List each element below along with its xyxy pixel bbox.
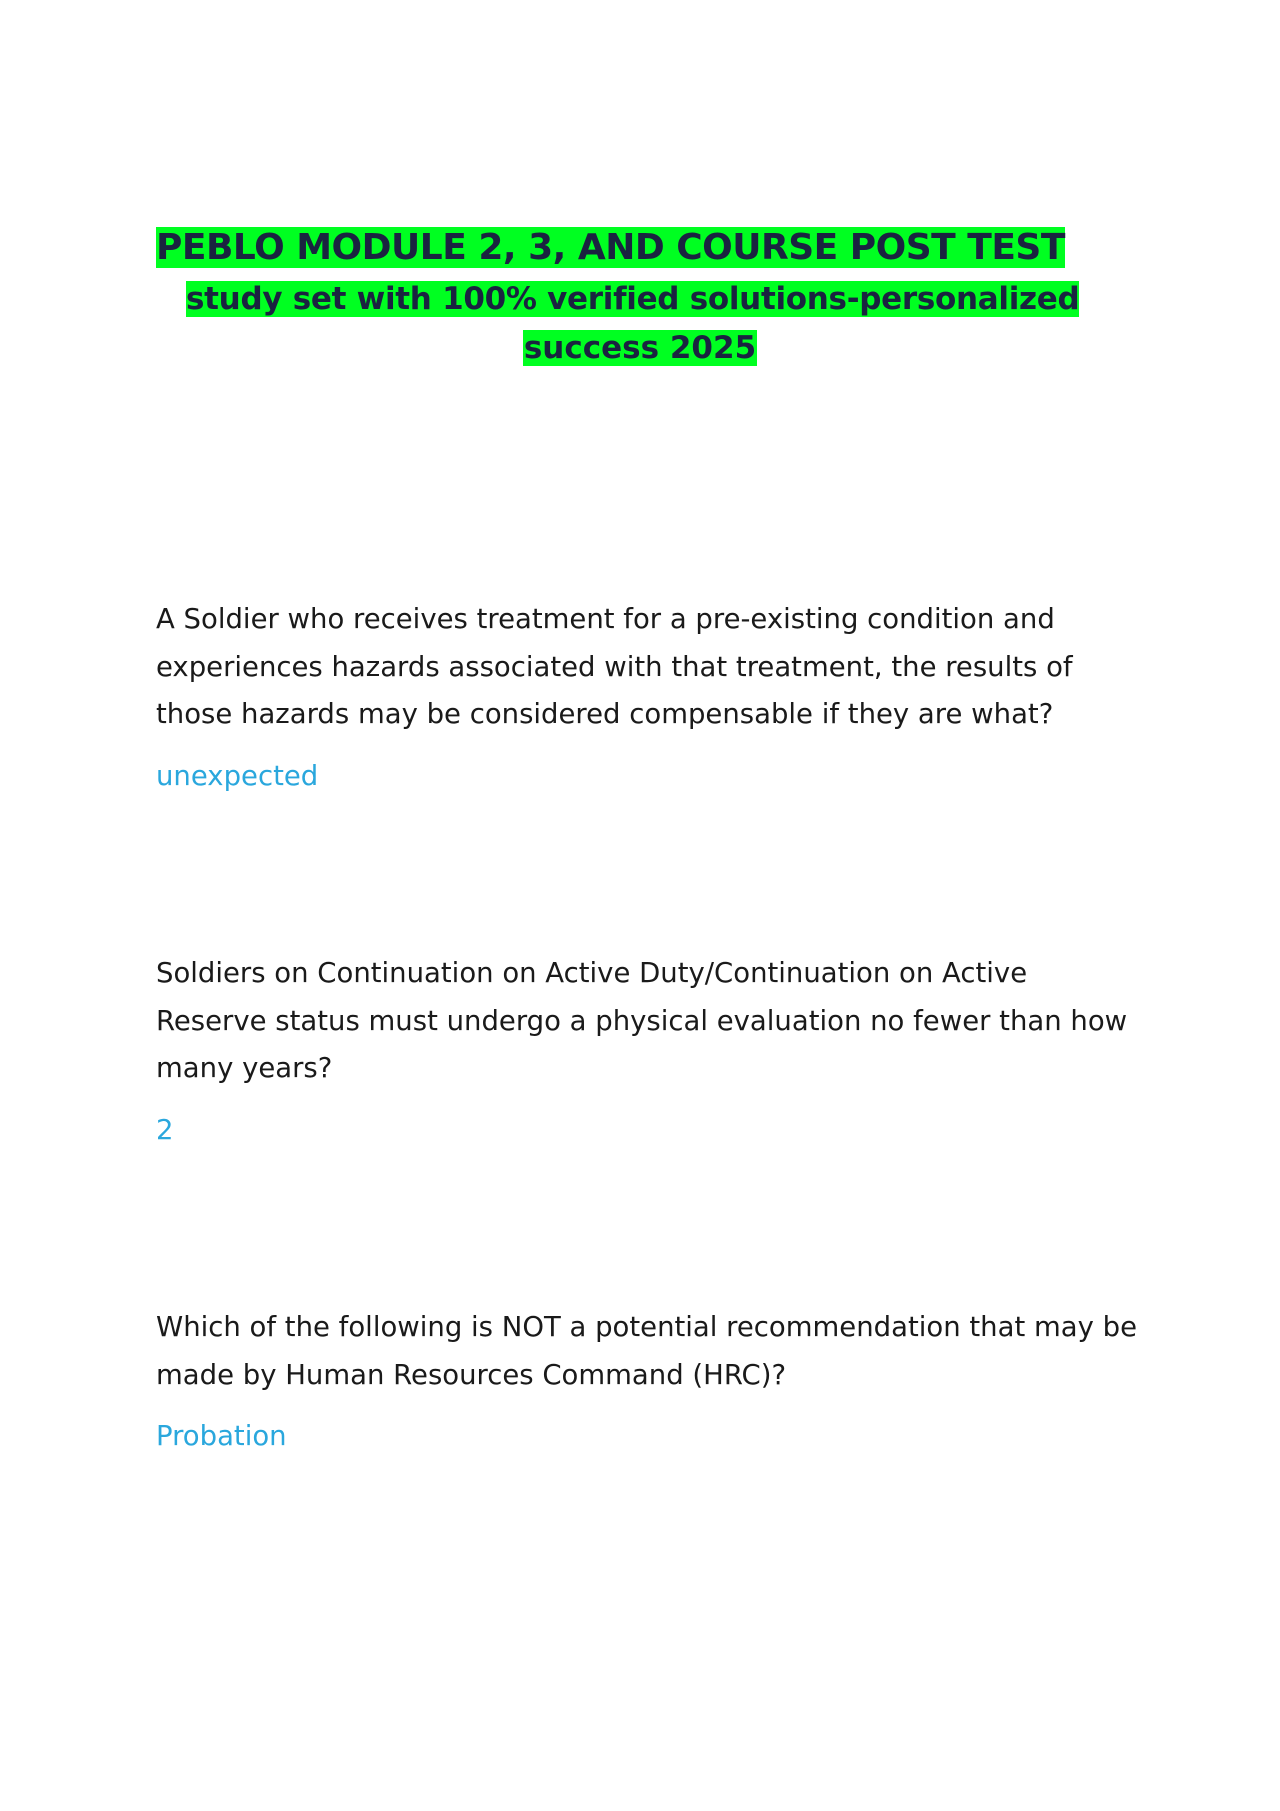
qa-item: [156, 596, 1146, 796]
qa-item: [156, 1304, 1146, 1456]
document-subtitle-line2: [0, 325, 1280, 371]
question-text: Which of the following is NOT a potential recommendation that may be made by Human Resources Command (HRC)?: [156, 1311, 1138, 1391]
title-highlight: PEBLO MODULE 2, 3, AND COURSE POST TEST: [156, 227, 1065, 268]
question-text: A Soldier who receives treatment for a pre-existing condition and experiences hazards associated with that treatment, the results of those hazards may be considered compensable if they are what?: [156, 603, 1073, 730]
document-subtitle-line1: [186, 276, 1079, 322]
subtitle-highlight-1: study set with 100% verified solutions-personalized: [186, 281, 1080, 317]
document-title: [156, 222, 1065, 274]
answer-text: unexpected: [156, 759, 319, 792]
answer-text: Probation: [156, 1420, 287, 1452]
question-text: Soldiers on Continuation on Active Duty/Continuation on Active Reserve status must undergo a physical evaluation no fewer than how many years?: [156, 957, 1128, 1084]
subtitle-highlight-2: success 2025: [523, 330, 757, 366]
qa-item: [156, 950, 1146, 1150]
answer-text: 2: [156, 1113, 174, 1146]
